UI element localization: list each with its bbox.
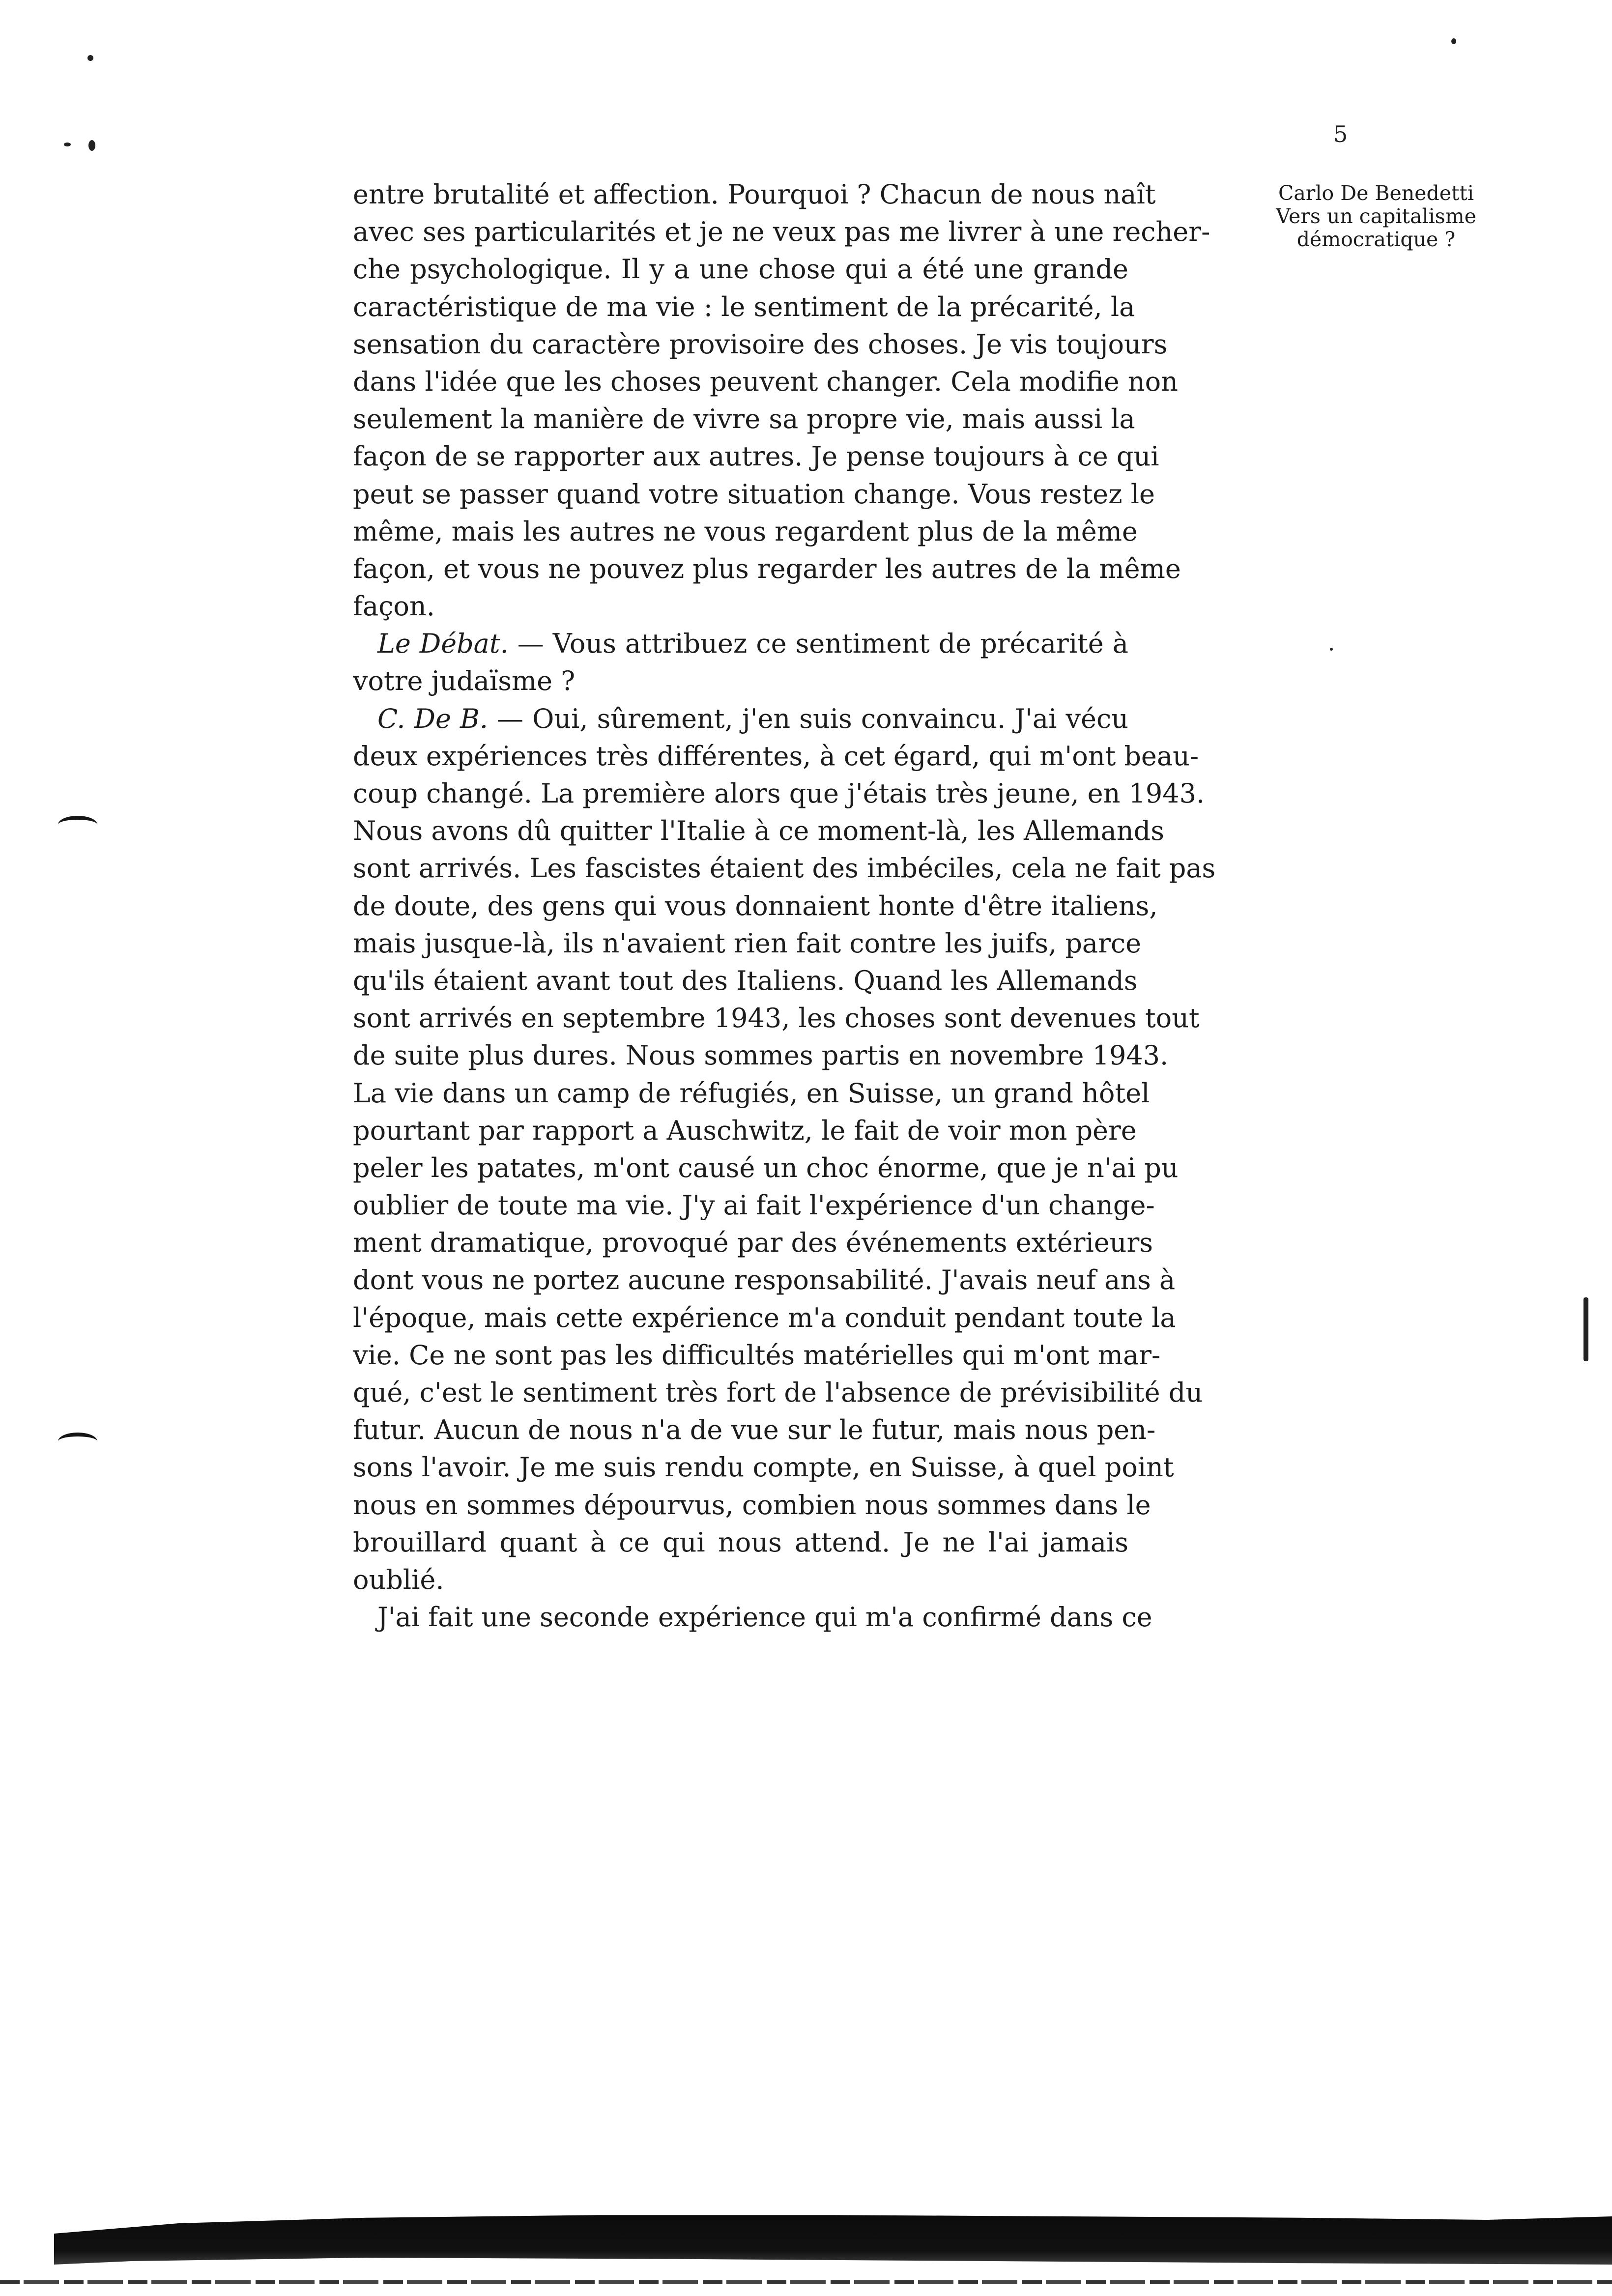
text-line: oublier de toute ma vie. J'y ai fait l'expérience d'un change-: [353, 1190, 1155, 1221]
text-line: che psychologique. Il y a une chose qui a été une grande: [353, 254, 1128, 285]
text-line: entre brutalité et affection. Pourquoi ? Chacun de nous naît: [353, 179, 1156, 210]
text-line: façon de se rapporter aux autres. Je pense toujours à ce qui: [353, 441, 1159, 472]
text-line: qué, c'est le sentiment très fort de l'absence de prévisibilité du: [353, 1377, 1203, 1408]
scan-speck: [88, 140, 95, 151]
text-line: deux expériences très différentes, à cet égard, qui m'ont beau-: [353, 740, 1199, 772]
main-text: [353, 176, 1216, 1636]
scan-speck: [1451, 38, 1456, 44]
text-line: façon, et vous ne pouvez plus regarder les autres de la même: [353, 553, 1181, 584]
text-line: caractéristique de ma vie : le sentiment de la précarité, la: [353, 291, 1135, 322]
text-line: oublié.: [353, 1564, 444, 1595]
text-line: votre judaïsme ?: [353, 665, 576, 697]
text-line: sont arrivés. Les fascistes étaient des imbéciles, cela ne fait pas: [353, 853, 1216, 884]
text-line: sensation du caractère provisoire des choses. Je vis toujours: [353, 328, 1168, 360]
text-line: nous en sommes dépourvus, combien nous sommes dans le: [353, 1489, 1151, 1521]
page-number: 5: [1333, 121, 1348, 147]
text-line: J'ai fait une seconde expérience qui m'a confirmé dans ce: [377, 1602, 1152, 1633]
scan-speck: [87, 55, 93, 61]
text-line: dont vous ne portez aucune responsabilité. J'avais neuf ans à: [353, 1264, 1176, 1296]
text-line: même, mais les autres ne vous regardent plus de la même: [353, 516, 1138, 547]
running-head-author: Carlo De Benedetti: [1278, 181, 1474, 205]
text-line: avec ses particularités et je ne veux pas me livrer à une recher-: [353, 216, 1210, 248]
running-head-title-line-2: démocratique ?: [1296, 228, 1456, 251]
text-line: futur. Aucun de nous n'a de vue sur le futur, mais nous pen-: [353, 1414, 1156, 1446]
text-line: vie. Ce ne sont pas les difficultés matérielles qui m'ont mar-: [353, 1339, 1161, 1371]
text-line: qu'ils étaient avant tout des Italiens. Quand les Allemands: [353, 965, 1138, 996]
text-line: façon.: [353, 591, 435, 622]
scan-mark: [58, 816, 97, 833]
text-line: mais jusque-là, ils n'avaient rien fait contre les juifs, parce: [353, 927, 1142, 959]
text-line: sons l'avoir. Je me suis rendu compte, en Suisse, à quel point: [353, 1452, 1174, 1483]
speaker-label: Le Débat.: [377, 628, 509, 660]
text-line: Nous avons dû quitter l'Italie à ce moment-là, les Allemands: [353, 815, 1164, 847]
dialogue-line: [353, 700, 1128, 738]
dialogue-line: [353, 625, 1128, 662]
text-line: seulement la manière de vivre sa propre vie, mais aussi la: [353, 403, 1135, 435]
speaker-label: C. De B.: [377, 703, 488, 734]
running-head-title-line-1: Vers un capitalisme: [1276, 204, 1476, 228]
text-line: l'époque, mais cette expérience m'a conduit pendant toute la: [353, 1302, 1176, 1333]
scan-speck: [1330, 648, 1333, 651]
text-line: La vie dans un camp de réfugiés, en Suisse, un grand hôtel: [353, 1077, 1150, 1109]
text-line: dans l'idée que les choses peuvent changer. Cela modifie non: [353, 366, 1178, 397]
scan-mark: [58, 1433, 97, 1450]
scan-speck: [1583, 1297, 1588, 1361]
text-line: de suite plus dures. Nous sommes partis en novembre 1943.: [353, 1040, 1169, 1071]
text-line: de doute, des gens qui vous donnaient honte d'être italiens,: [353, 890, 1158, 921]
scan-speck: [64, 143, 71, 146]
scan-edge-line: [0, 2280, 1612, 2284]
text-line: ment dramatique, provoqué par des événements extérieurs: [353, 1227, 1153, 1259]
text-line: peut se passer quand votre situation change. Vous restez le: [353, 478, 1155, 510]
text-line: peler les patates, m'ont causé un choc énorme, que je n'ai pu: [353, 1152, 1179, 1183]
scan-edge-band: [54, 2203, 1612, 2271]
text-line: brouillard quant à ce qui nous attend. Je ne l'ai jamais: [353, 1526, 1128, 1558]
text-line: sont arrivés en septembre 1943, les choses sont devenues tout: [353, 1003, 1200, 1034]
text-line: coup changé. La première alors que j'étais très jeune, en 1943.: [353, 778, 1205, 809]
dialogue-text: — Oui, sûrement, j'en suis convaincu. J'ai vécu: [488, 703, 1128, 734]
dialogue-text: — Vous attribuez ce sentiment de précarité à: [508, 628, 1128, 660]
running-head: [1214, 182, 1538, 251]
text-line: pourtant par rapport a Auschwitz, le fait de voir mon père: [353, 1115, 1137, 1146]
